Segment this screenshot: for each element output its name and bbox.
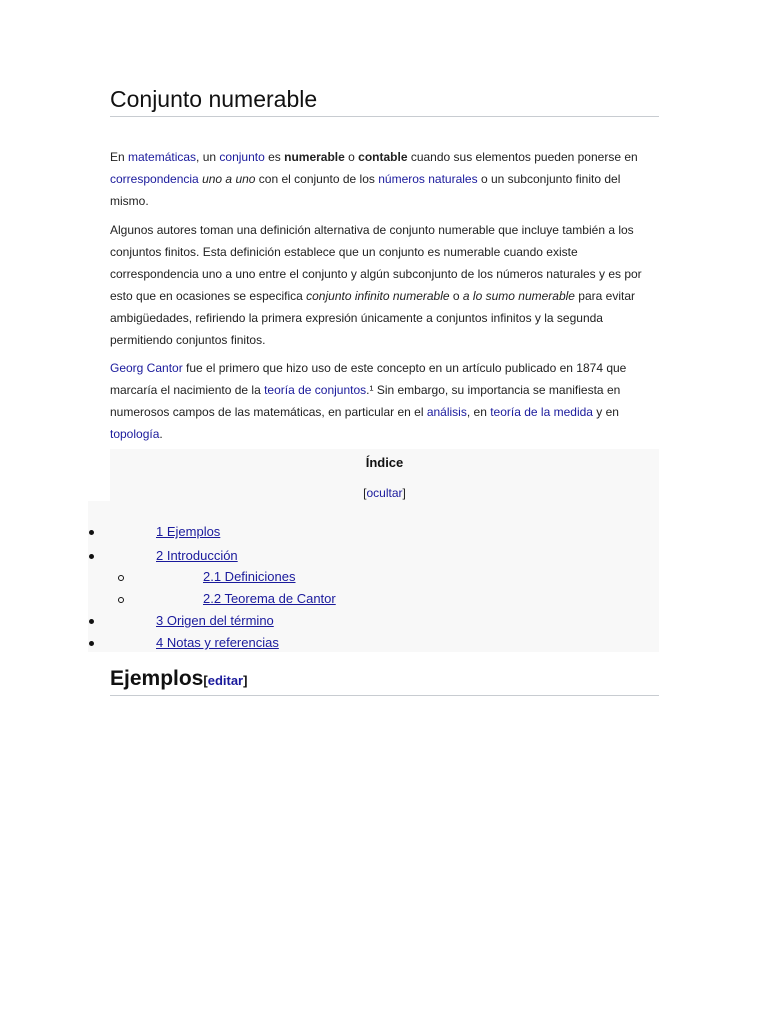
bullet-icon (89, 619, 94, 624)
link-matematicas[interactable]: matemáticas (128, 150, 197, 164)
text: Algunos autores toman una definición alternativa de conjunto numerable que incluye también a los conjuntos finitos. Esta definición establece que un conjunto es numerable cuando existe correspondencia uno a uno entre el conjunto y algún subconjunto de los números naturales y es por esto que en ocasiones se especifica (110, 223, 642, 303)
toc-item-teorema-de-cantor (203, 591, 336, 606)
definition-paragraph (110, 219, 659, 351)
section-title: Ejemplos (110, 667, 204, 690)
section-heading-ejemplos (110, 667, 659, 696)
intro-paragraph (110, 146, 659, 212)
toc-item-origen (156, 613, 274, 628)
text: cuando sus elementos pueden ponerse en (407, 150, 638, 164)
toc-toggle (110, 486, 659, 500)
text: fue el primero que hizo uso de este concepto en un artículo publicado en 1874 que marcaría el nacimiento de la (110, 361, 627, 397)
toc-link-ejemplos[interactable]: 1 Ejemplos (156, 524, 221, 539)
reference-marker[interactable]: .¹ (366, 383, 374, 397)
text: o (449, 289, 463, 303)
text: y en (592, 405, 619, 419)
section-edit (203, 673, 247, 688)
text: o (344, 150, 359, 164)
circle-bullet-icon (118, 597, 124, 603)
bullet-icon (89, 530, 94, 535)
term-contable: contable (358, 150, 408, 164)
text: En (110, 150, 129, 164)
bullet-icon (89, 641, 94, 646)
text: o un subconjunto finito del mismo. (110, 172, 621, 208)
link-correspondencia[interactable]: correspondencia (110, 172, 199, 186)
toggle-bracket: [ (363, 486, 367, 500)
link-conjunto[interactable]: conjunto (219, 150, 265, 164)
toc-link-definiciones[interactable]: 2.1 Definiciones (203, 569, 296, 584)
toc-link-notas[interactable]: 4 Notas y referencias (156, 635, 279, 650)
edit-link[interactable]: editar (207, 673, 244, 688)
link-georg-cantor[interactable]: Georg Cantor (110, 361, 183, 375)
term-conjunto-infinito-numerable: conjunto infinito numerable (306, 289, 450, 303)
toc-hide-link[interactable]: ocultar (366, 486, 403, 500)
text: Sin embargo, su importancia se manifiesta en numerosos campos de las matemáticas, en particular en el (110, 383, 621, 419)
toc-item-introduccion (156, 548, 238, 563)
text: con el conjunto de los (255, 172, 379, 186)
term-a-lo-sumo-numerable: a lo sumo numerable (462, 289, 575, 303)
bullet-icon (89, 554, 94, 559)
text: , en (466, 405, 491, 419)
toc-item-notas (156, 635, 279, 650)
term-uno-a-uno: uno a uno (202, 172, 256, 186)
toc-link-introduccion[interactable]: 2 Introducción (156, 548, 238, 563)
history-paragraph (110, 357, 659, 445)
toc-link-origen[interactable]: 3 Origen del término (156, 613, 274, 628)
edit-bracket: ] (243, 673, 248, 688)
text: . (159, 427, 163, 441)
page-title: Conjunto numerable (110, 86, 659, 117)
link-teoria-de-conjuntos[interactable]: teoría de conjuntos (264, 383, 367, 397)
edit-bracket: [ (203, 673, 208, 688)
text: es (264, 150, 285, 164)
link-teoria-de-la-medida[interactable]: teoría de la medida (490, 405, 593, 419)
link-topologia[interactable]: topología (110, 427, 160, 441)
toggle-bracket: ] (402, 486, 406, 500)
toc-link-teorema-de-cantor[interactable]: 2.2 Teorema de Cantor (203, 591, 336, 606)
text: para evitar ambigüedades, refiriendo la primera expresión únicamente a conjuntos infinitos y la segunda permitiendo conjuntos finitos. (110, 289, 635, 347)
toc-item-definiciones (203, 569, 296, 584)
toc-item-ejemplos (156, 524, 220, 539)
circle-bullet-icon (118, 575, 124, 581)
link-numeros-naturales[interactable]: números naturales (378, 172, 478, 186)
text: , un (196, 150, 220, 164)
link-analisis[interactable]: análisis (426, 405, 467, 419)
term-numerable: numerable (284, 150, 345, 164)
toc-title: Índice (365, 455, 404, 470)
